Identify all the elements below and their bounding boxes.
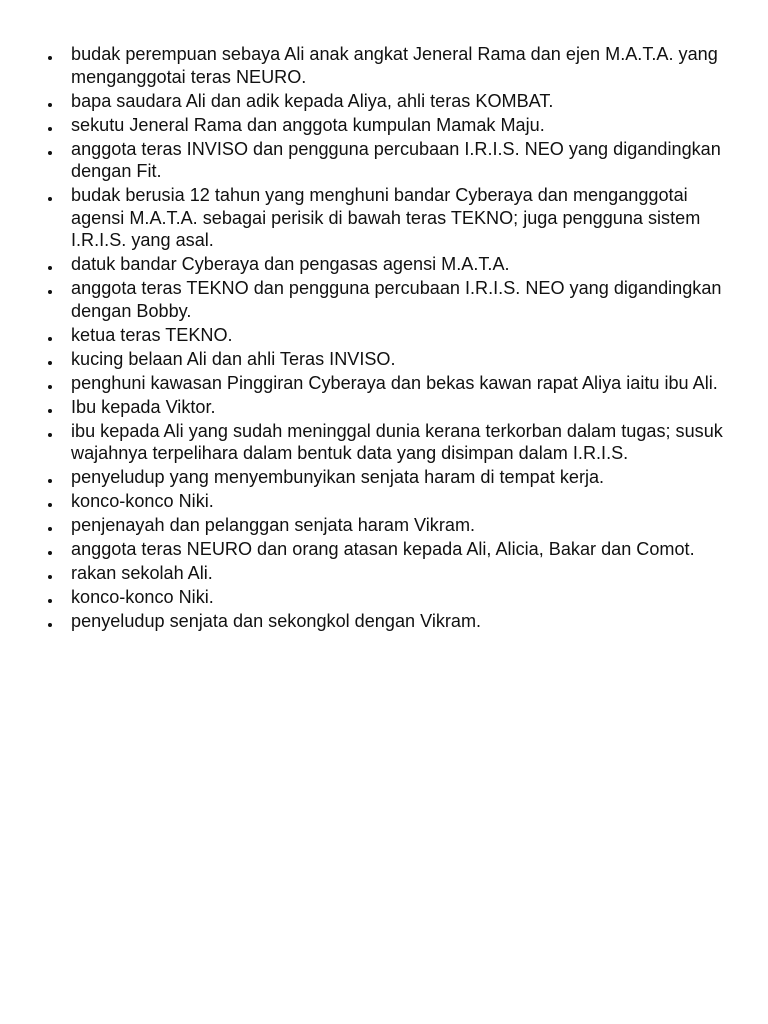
bullet-icon [48,337,52,341]
list-item [48,420,738,465]
list-item [48,184,738,252]
list-item [48,348,738,371]
list-item-text: sekutu Jeneral Rama dan anggota kumpulan Mamak Maju. [71,114,545,135]
list-item-text: penyeludup yang menyembunyikan senjata haram di tempat kerja. [71,467,605,488]
list-item-text: anggota teras INVISO dan pengguna percubaan I.R.I.S. NEO yang digandingkan dengan Fit. [71,138,721,182]
list-item-text: ibu kepada Ali yang sudah meninggal dunia kerana terkorban dalam tugas; susuk wajahnya terpelihara dalam bentuk data yang disimpan dalam I.R.I.S. [71,420,723,464]
list-item [48,324,738,347]
list-item-text: Ibu kepada Viktor. [71,396,216,417]
list-item [48,396,738,419]
list-item [48,43,738,88]
list-item [48,490,738,513]
list-item-text: penyeludup senjata dan sekongkol dengan Vikram. [71,611,482,632]
list-item [48,466,738,489]
list-item [48,138,738,183]
list-item-text: penjenayah dan pelanggan senjata haram Vikram. [71,515,476,536]
bullet-icon [48,503,52,507]
bullet-icon [48,551,52,555]
list-item [48,253,738,276]
list-item [48,586,738,609]
character-description-list [48,43,738,634]
list-item-text: konco-konco Niki. [71,491,214,512]
list-item-text: anggota teras TEKNO dan pengguna percubaan I.R.I.S. NEO yang digandingkan dengan Bobby. [71,278,722,321]
bullet-icon [48,56,52,60]
bullet-icon [48,575,52,579]
list-item [48,538,738,561]
bullet-icon [48,479,52,483]
bullet-icon [48,290,52,294]
list-item-text: penghuni kawasan Pinggiran Cyberaya dan bekas kawan rapat Aliya iaitu ibu Ali. [71,372,718,393]
list-item [48,114,738,137]
bullet-icon [48,409,52,413]
bullet-icon [48,361,52,365]
list-item-text: ketua teras TEKNO. [71,324,233,345]
list-item-text: budak berusia 12 tahun yang menghuni bandar Cyberaya dan menganggotai agensi M.A.T.A. sebagai perisik di bawah teras TEKNO; juga pengguna sistem I.R.I.S. yang asal. [71,185,701,251]
bullet-icon [48,527,52,531]
bullet-icon [48,433,52,437]
list-item [48,372,738,395]
list-item [48,610,738,633]
list-item-text: rakan sekolah Ali. [71,563,213,584]
bullet-icon [48,151,52,155]
bullet-icon [48,599,52,603]
bullet-icon [48,127,52,131]
list-item-text: datuk bandar Cyberaya dan pengasas agensi M.A.T.A. [71,254,510,275]
bullet-icon [48,385,52,389]
list-item [48,90,738,113]
list-item-text: budak perempuan sebaya Ali anak angkat Jeneral Rama dan ejen M.A.T.A. yang menganggotai teras NEURO. [71,44,718,87]
bullet-icon [48,266,52,270]
list-item-text: bapa saudara Ali dan adik kepada Aliya, ahli teras KOMBAT. [71,90,554,111]
bullet-icon [48,197,52,201]
list-item [48,562,738,585]
list-item-text: kucing belaan Ali dan ahli Teras INVISO. [71,348,396,369]
list-item-text: anggota teras NEURO dan orang atasan kepada Ali, Alicia, Bakar dan Comot. [71,539,695,560]
bullet-icon [48,623,52,627]
list-item-text: konco-konco Niki. [71,587,214,608]
list-item [48,277,738,322]
list-item [48,514,738,537]
bullet-icon [48,103,52,107]
